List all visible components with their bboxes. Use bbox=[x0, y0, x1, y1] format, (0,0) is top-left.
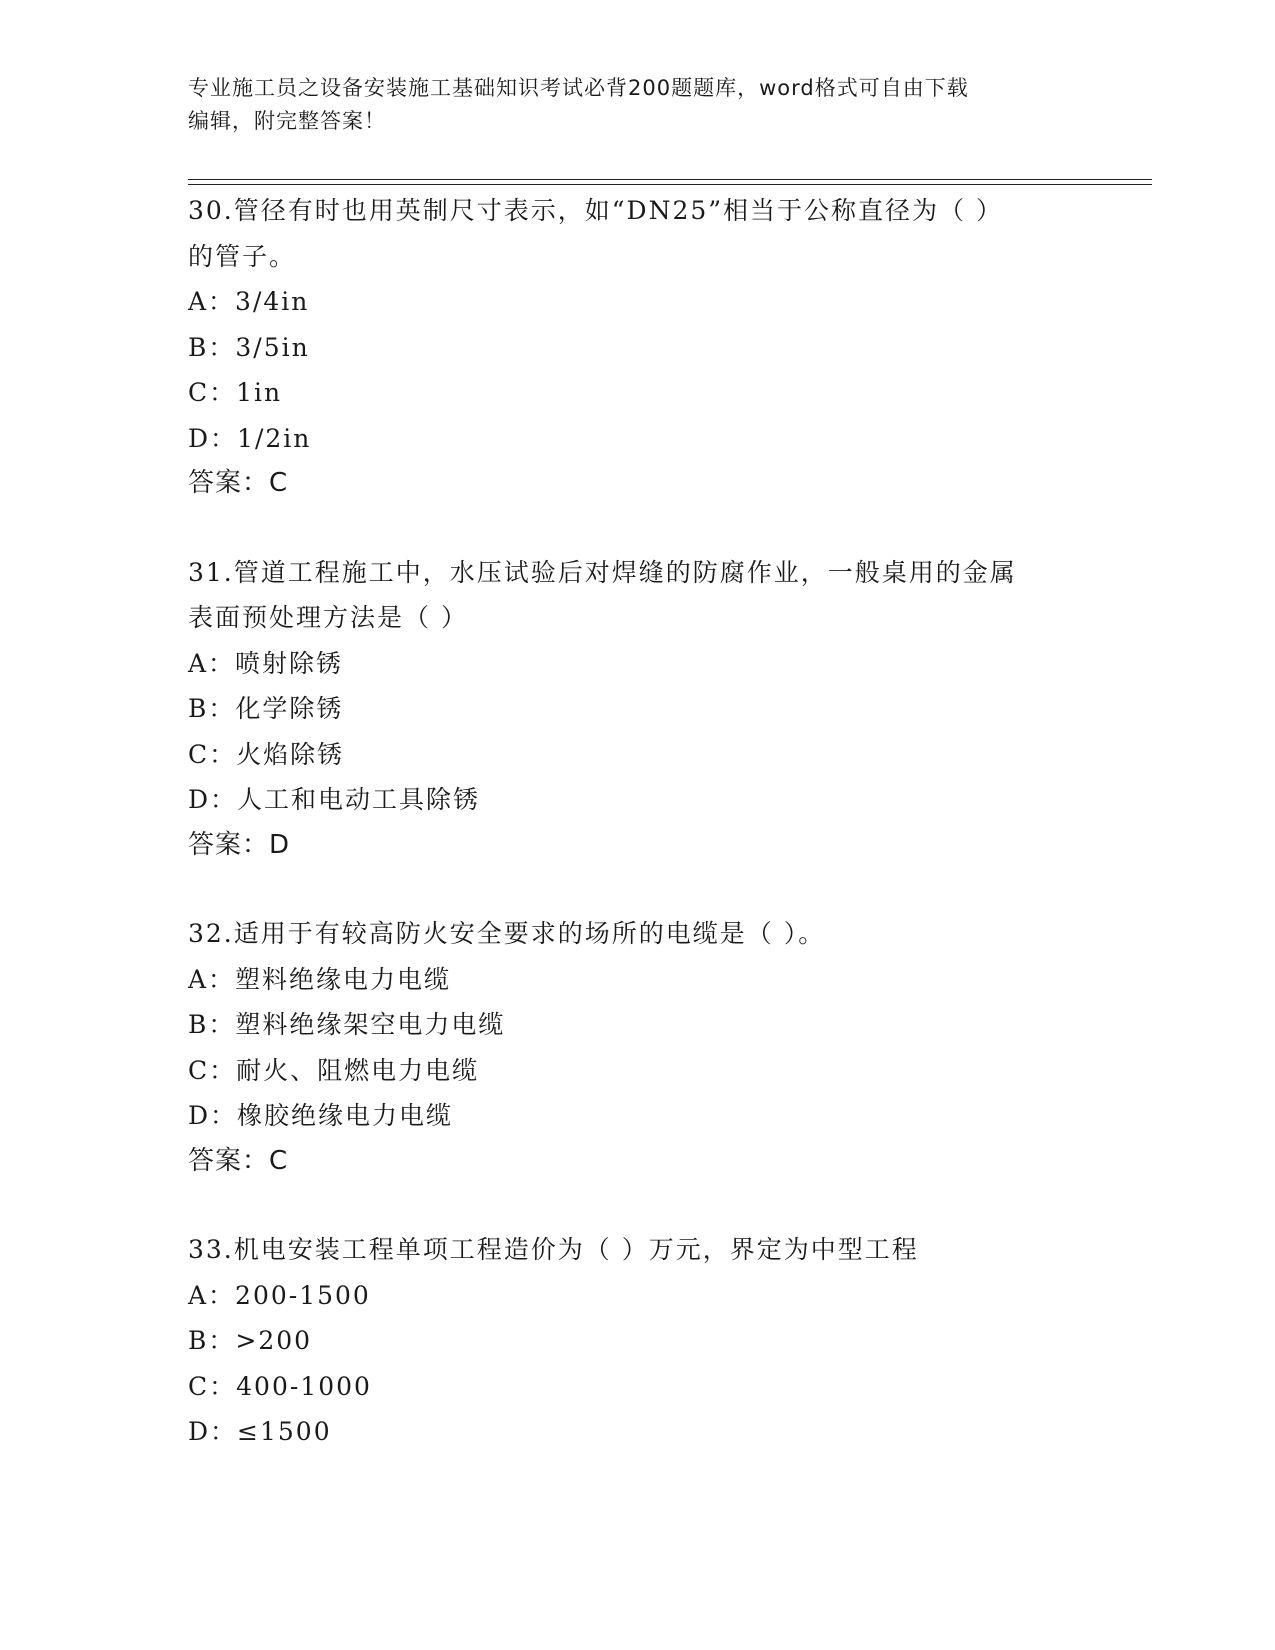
question-33 bbox=[188, 1227, 1088, 1455]
option-d: D：1/2in bbox=[188, 423, 312, 453]
question-stem: 33.机电安装工程单项工程造价为（ ）万元，界定为中型工程 bbox=[188, 1235, 919, 1264]
header-line-2: 编辑，附完整答案！ bbox=[188, 109, 386, 133]
option-b: B：>200 bbox=[188, 1326, 313, 1355]
answer-text: 答案：C bbox=[188, 1145, 289, 1176]
question-stem: 32.适用于有较高防火安全要求的场所的电缆是（ ）。 bbox=[188, 919, 826, 948]
header-divider-top bbox=[188, 179, 1152, 180]
header-line-1: 专业施工员之设备安装施工基础知识考试必背200题题库，word格式可自由下载 bbox=[188, 76, 969, 100]
option-d: D：橡胶绝缘电力电缆 bbox=[188, 1101, 454, 1130]
document-header bbox=[188, 72, 1068, 138]
option-a: A：喷射除锈 bbox=[188, 648, 344, 678]
header-divider-bottom bbox=[188, 184, 1152, 185]
answer-text: 答案：C bbox=[188, 468, 289, 498]
option-b: B：化学除锈 bbox=[188, 694, 344, 723]
question-32 bbox=[188, 911, 1088, 1184]
question-31 bbox=[188, 550, 1088, 869]
option-a: A：塑料绝缘电力电缆 bbox=[188, 964, 452, 994]
option-c: C：400-1000 bbox=[188, 1371, 372, 1401]
option-c: C：耐火、阻燃电力电缆 bbox=[188, 1055, 480, 1085]
option-d: D：≤1500 bbox=[188, 1417, 332, 1446]
option-a: A：3/4in bbox=[188, 287, 310, 316]
option-b: B：塑料绝缘架空电力电缆 bbox=[188, 1010, 506, 1039]
option-a: A：200-1500 bbox=[188, 1280, 371, 1310]
question-list bbox=[188, 188, 1088, 1498]
option-c: C：1in bbox=[188, 378, 283, 407]
option-c: C：火焰除锈 bbox=[188, 739, 345, 769]
option-b: B：3/5in bbox=[188, 332, 310, 362]
question-stem: 30.管径有时也用英制尺寸表示，如“DN25”相当于公称直径为（ ） bbox=[188, 196, 1003, 225]
question-stem: 31.管道工程施工中，水压试验后对焊缝的防腐作业，一般桌用的金属 bbox=[188, 557, 1017, 587]
option-d: D：人工和电动工具除锈 bbox=[188, 785, 481, 814]
question-30 bbox=[188, 188, 1088, 507]
question-stem: 的管子。 bbox=[188, 241, 297, 271]
question-stem: 表面预处理方法是（ ） bbox=[188, 603, 468, 632]
answer-text: 答案：D bbox=[188, 829, 291, 860]
